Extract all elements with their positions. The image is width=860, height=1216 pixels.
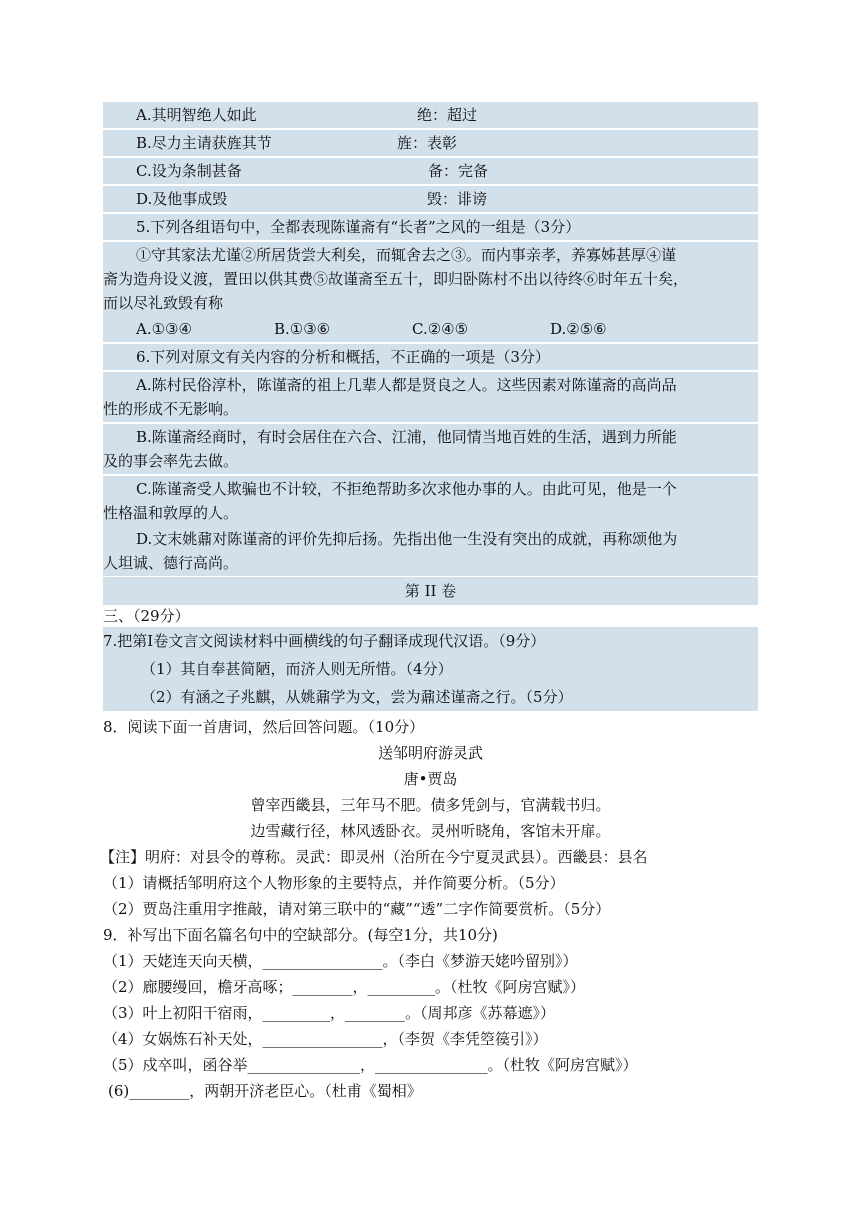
q7-item-1: （1）其自奉甚简陋，而济人则无所惜。（4分） bbox=[103, 655, 758, 683]
q5-option-b: B.①③⑥ bbox=[274, 320, 331, 338]
q4-option-d bbox=[103, 186, 758, 212]
q5-option-d: D.②⑤⑥ bbox=[550, 320, 607, 338]
q8-sub-1: （1）请概括邹明府这个人物形象的主要特点，并作简要分析。（5分） bbox=[103, 874, 565, 892]
section3-heading: 三、（29分） bbox=[103, 607, 190, 625]
poem-line: 曾宰西畿县，三年马不肥。债多凭剑与，官满载书归。 bbox=[250, 796, 611, 814]
poem-title: 送邹明府游灵武 bbox=[377, 744, 483, 762]
q6-option-a-line2: 性的形成不无影响。 bbox=[103, 396, 758, 422]
option-gloss: 备：完备 bbox=[428, 162, 489, 180]
q6-option-c-line2: 性格温和敦厚的人。 bbox=[103, 500, 758, 526]
q8-question: 8．阅读下面一首唐词，然后回答问题。（10分） bbox=[103, 718, 425, 736]
q5-option-c: C.②④⑤ bbox=[412, 320, 469, 338]
q5-options bbox=[103, 316, 758, 342]
q7-item-2: （2）有涵之子兆麒，从姚鼐学为文，尝为鼐述谨斋之行。（5分） bbox=[103, 683, 758, 711]
q9-item: （2）廊腰缦回，檐牙高啄；________，_________。（杜牧《阿房宫赋》） bbox=[103, 978, 586, 996]
q5-passage-line: ①守其家法尤谨②所居货尝大利矣，而辄舍去之③。而内事亲孝，养寡姊甚厚④谨 bbox=[103, 242, 758, 268]
q6-option-d-line1: D.文末姚鼐对陈谨斋的评价先抑后扬。先指出他一生没有突出的成就，再称颂他为 bbox=[103, 526, 758, 552]
q6-option-a-line1: A.陈村民俗淳朴，陈谨斋的祖上几辈人都是贤良之人。这些因素对陈谨斋的高尚品 bbox=[103, 372, 758, 398]
q5-question: 5.下列各组语句中，全都表现陈谨斋有“长者”之风的一组是（3分） bbox=[103, 214, 758, 240]
option-text: A.其明智绝人如此 bbox=[136, 106, 257, 124]
q9-question: 9．补写出下面名篇名句中的空缺部分。(每空1分，共10分) bbox=[103, 926, 498, 944]
q5-passage-line: 斋为造舟设义渡，置田以供其费⑤故谨斋至五十，即归卧陈村不出以待终⑥时年五十矣， bbox=[103, 266, 758, 292]
q6-option-c-line1: C.陈谨斋受人欺骗也不计较，不拒绝帮助多次求他办事的人。由此可见，他是一个 bbox=[103, 476, 758, 502]
option-gloss: 绝：超过 bbox=[417, 106, 478, 124]
q4-option-b bbox=[103, 130, 758, 156]
poem-note: 【注】明府：对县令的尊称。灵武：即灵州（治所在今宁夏灵武县）。西畿县：县名 bbox=[100, 848, 648, 866]
option-text: D.及他事成毁 bbox=[136, 190, 228, 208]
poem-line: 边雪藏行径，林风透卧衣。灵州听晓角，客馆未开扉。 bbox=[250, 822, 611, 840]
part2-title: 第 II 卷 bbox=[103, 577, 758, 605]
q9-item: （5）戍卒叫，函谷举_______________，_______________。（杜牧《阿房宫赋》） bbox=[103, 1056, 638, 1074]
q9-item: （3）叶上初阳干宿雨，_________，________。（周邦彦《苏幕遮》） bbox=[103, 1004, 556, 1022]
option-text: B.尽力主请获旌其节 bbox=[136, 134, 272, 152]
q6-option-b-line1: B.陈谨斋经商时，有时会居住在六合、江浦，他同情当地百姓的生活，遇到力所能 bbox=[103, 424, 758, 450]
option-gloss: 毁：诽谤 bbox=[427, 190, 488, 208]
q4-option-c bbox=[103, 158, 758, 184]
q6-option-b-line2: 及的事会率先去做。 bbox=[103, 448, 758, 474]
q6-question: 6.下列对原文有关内容的分析和概括，不正确的一项是（3分） bbox=[103, 344, 758, 370]
q8-sub-2: （2）贾岛注重用字推敲，请对第三联中的“藏”“透”二字作简要赏析。（5分） bbox=[103, 900, 611, 918]
option-gloss: 旌：表彰 bbox=[397, 134, 458, 152]
poem-author: 唐•贾岛 bbox=[403, 770, 458, 788]
q5-passage-line: 而以尽礼致毁有称 bbox=[103, 290, 758, 316]
q7-question: 7.把第Ⅰ卷文言文阅读材料中画横线的句子翻译成现代汉语。（9分） bbox=[103, 627, 758, 655]
q9-item: （4）女娲炼石补天处，________________，（李贺《李凭箜篌引》） bbox=[103, 1030, 548, 1048]
option-text: C.设为条制甚备 bbox=[136, 162, 242, 180]
q9-item: (6)________，两朝开济老臣心。（杜甫《蜀相》 bbox=[108, 1082, 422, 1100]
q5-option-a: A.①③④ bbox=[136, 320, 192, 338]
q9-item: （1）天姥连天向天横，________________。（李白《梦游天姥吟留别》） bbox=[103, 952, 578, 970]
q6-option-d-line2: 人坦诚、德行高尚。 bbox=[103, 550, 758, 576]
q4-option-a bbox=[103, 102, 758, 128]
